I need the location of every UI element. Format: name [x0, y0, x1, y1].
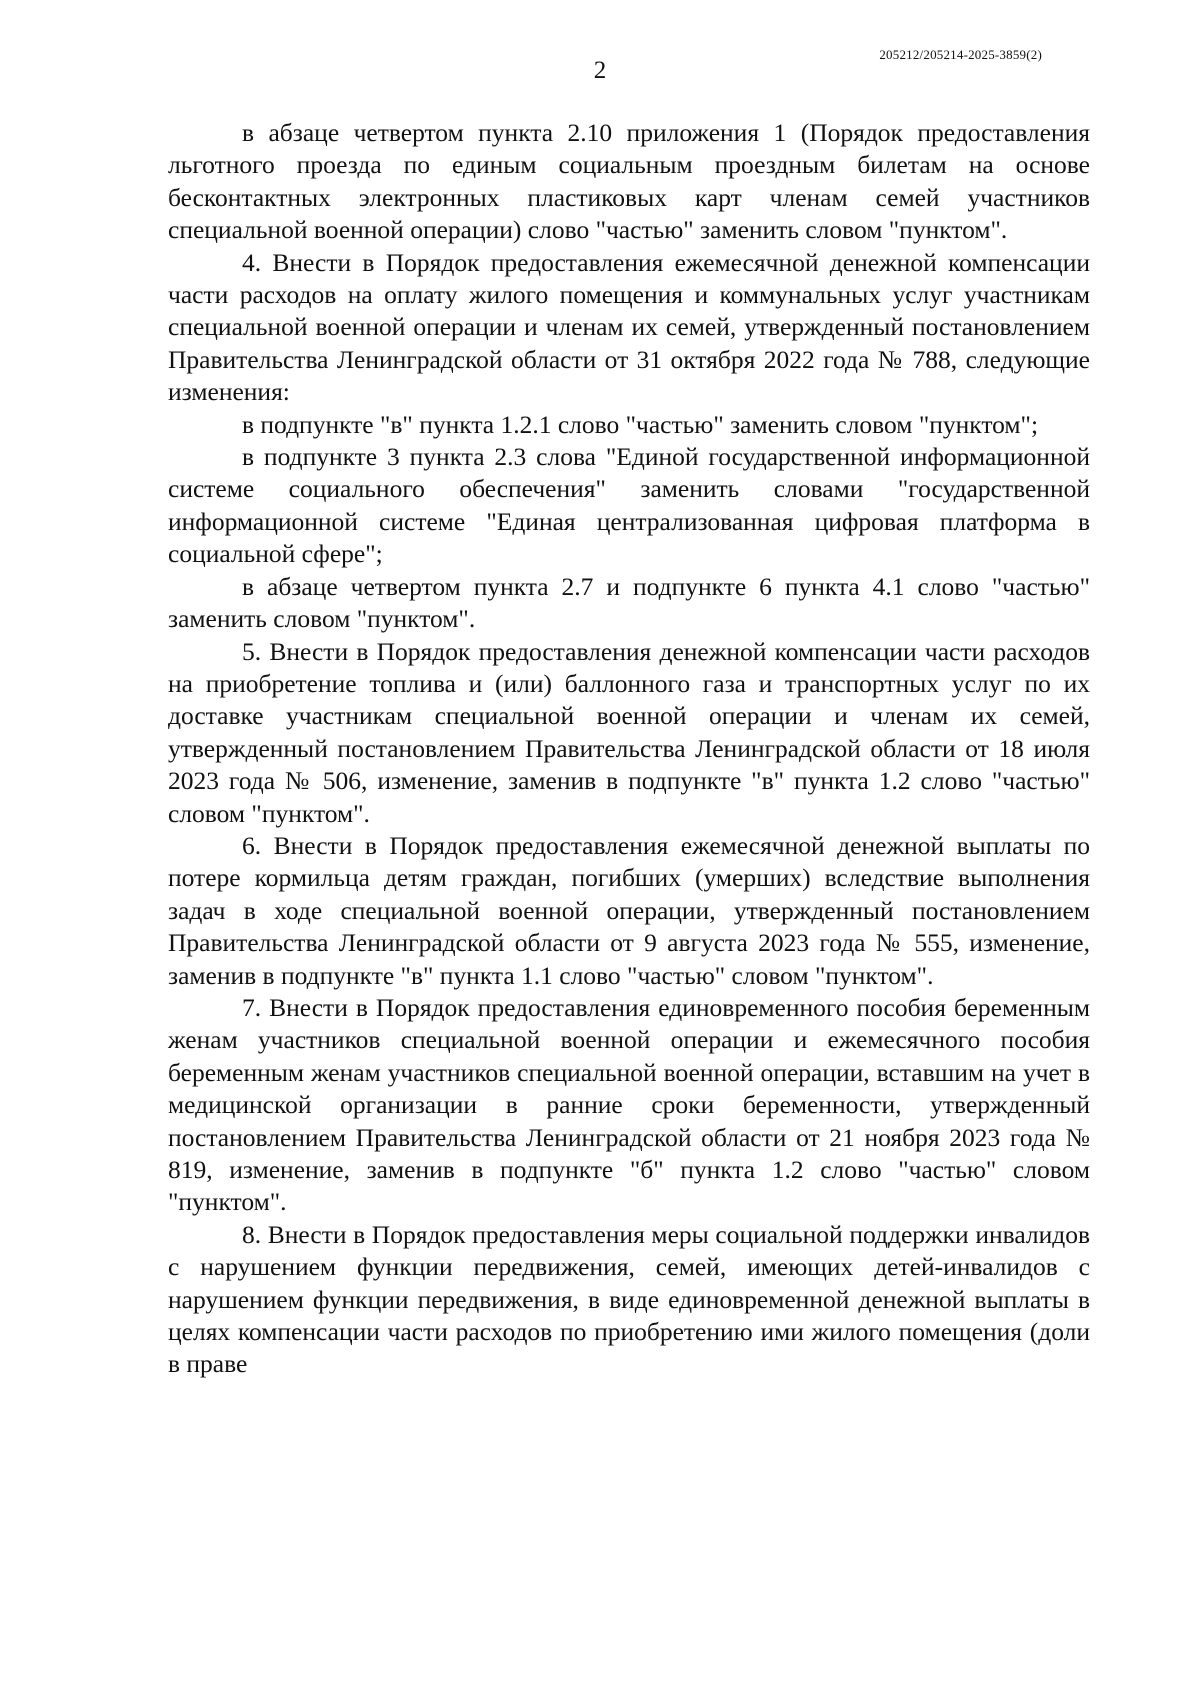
page-number: 2 — [593, 57, 607, 84]
document-body — [168, 117, 1090, 1381]
paragraph-item-7: 7. Внести в Порядок предоставления единовременного пособия беременным женам участников специальной военной операции и ежемесячного пособия беременным женам участников специальной военной операции, вставшим на учет в медицинской организации в ранние сроки беременности, утвержденный постановлением Правительства Ленинградской области от 21 ноября 2023 года № 819, изменение, заменив в подпункте "б" пункта 1.2 слово "частью" словом "пунктом". — [168, 992, 1090, 1217]
paragraph-item-6: 6. Внести в Порядок предоставления ежемесячной денежной выплаты по потере кормильца детям граждан, погибших (умерших) вследствие выполнения задач в ходе специальной военной операции, утвержденный постановлением Правительства Ленинградской области от 9 августа 2023 года № 555, изменение, заменив в подпункте "в" пункта 1.1 слово "частью" словом "пунктом". — [168, 830, 1090, 990]
paragraph-item-8: 8. Внести в Порядок предоставления меры социальной поддержки инвалидов с нарушением функции передвижения, семей, имеющих детей-инвалидов с нарушением функции передвижения, в виде единовременной денежной выплаты в целях компенсации части расходов по приобретению ими жилого помещения (доли в праве — [168, 1219, 1090, 1379]
paragraph-item-4-sub-3: в абзаце четвертом пункта 2.7 и подпункте 6 пункта 4.1 слово "частью" заменить словом "пунктом". — [168, 571, 1090, 634]
paragraph-amendment-2-10: в абзаце четвертом пункта 2.10 приложения 1 (Порядок предоставления льготного проезда по единым социальным проездным билетам на основе бесконтактных электронных пластиковых карт членам семей участников специальной военной операции) слово "частью" заменить словом "пунктом". — [168, 118, 1090, 245]
paragraph-item-4: 4. Внести в Порядок предоставления ежемесячной денежной компенсации части расходов на оплату жилого помещения и коммунальных услуг участникам специальной военной операции и членам их семей, утвержденный постановлением Правительства Ленинградской области от 31 октября 2022 года № 788, следующие изменения: — [168, 247, 1090, 407]
paragraph-item-5: 5. Внести в Порядок предоставления денежной компенсации части расходов на приобретение топлива и (или) баллонного газа и транспортных услуг по их доставке участникам специальной военной операции и членам их семей, утвержденный постановлением Правительства Ленинградской области от 18 июля 2023 года № 506, изменение, заменив в подпункте "в" пункта 1.2 слово "частью" словом "пунктом". — [168, 636, 1090, 828]
paragraph-item-4-sub-2: в подпункте 3 пункта 2.3 слова "Единой государственной информационной системе социального обеспечения" заменить словами "государственной информационной системе "Единая централизованная цифровая платформа в социальной сфере"; — [168, 442, 1090, 569]
document-registration-number: 205212/205214-2025-3859(2) — [879, 47, 1042, 62]
paragraph-item-4-sub-1: в подпункте "в" пункта 1.2.1 слово "частью" заменить словом "пунктом"; — [242, 409, 1039, 439]
